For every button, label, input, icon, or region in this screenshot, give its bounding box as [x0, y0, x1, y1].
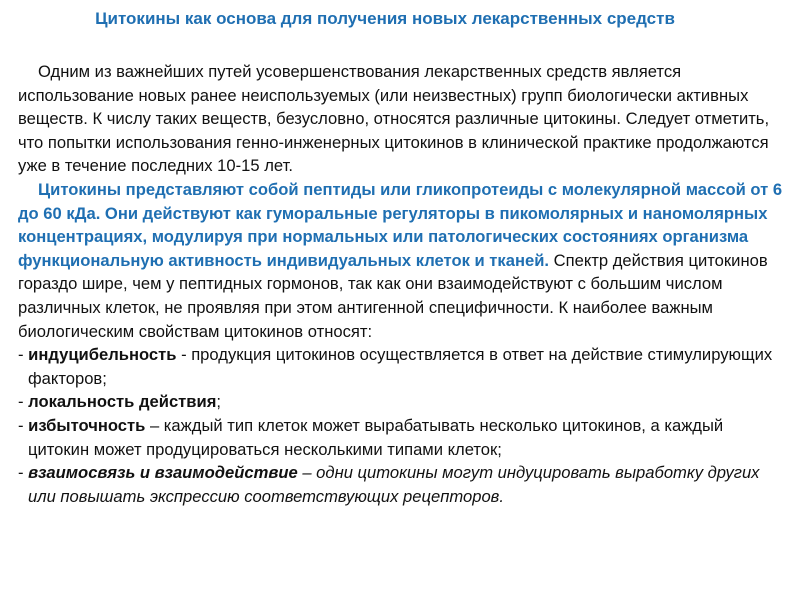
- property-item-interaction: - взаимосвязь и взаимодействие – одни цитокины могут индуцировать выработку других или повышать экспрессию соответствующих рецепторов.: [18, 463, 760, 506]
- definition-rest: Спектр действия цитокинов гораздо шире, чем у пептидных гормонов, так как они взаимодействуют с большим числом различных клеток, не проявляя при этом антигенной специфичности. К наиболее важным биологическим свойствам цитокинов относят:: [18, 250, 768, 341]
- property-item-locality: - локальность действия;: [18, 392, 222, 412]
- definition-paragraph: [18, 178, 788, 343]
- property-term: индуцибельность: [28, 345, 177, 365]
- intro-paragraph-text: Одним из важнейших путей усовершенствования лекарственных средств является использование новых ранее неиспользуемых (или неизвестных) групп биологически активных веществ. К числу таких веществ, безусловно, относятся различные цитокины. Следует отметить, что попытки использования генно-инженерных цитокинов в клинической практике продолжаются уже в течение последних 10-15 лет.: [18, 62, 770, 176]
- definition-highlight: Цитокины представляют собой пептиды или гликопротеиды с молекулярной массой от 6 до 60 кДа. Они действуют как гуморальные регуляторы в пикомолярных и наномолярных концентрациях, модулируя при нормальных или патологических состояниях организма функциональную активность индивидуальных клеток и тканей.: [18, 179, 783, 270]
- slide-body: [18, 60, 788, 508]
- intro-paragraph: [18, 60, 788, 178]
- property-desc: ;: [216, 392, 222, 412]
- property-item-redundancy: - избыточность – каждый тип клеток может вырабатывать несколько цитокинов, а каждый цитокин может продуцироваться несколькими типами клеток;: [18, 415, 724, 459]
- property-desc: – одни цитокины могут индуцировать выработку других или повышать экспрессию соответствующих рецепторов.: [28, 463, 760, 506]
- slide-title: Цитокины как основа для получения новых лекарственных средств: [95, 9, 675, 28]
- property-item-inducibility: - индуцибельность - продукция цитокинов осуществляется в ответ на действие стимулирующих факторов;: [18, 345, 773, 388]
- property-term: локальность действия: [28, 392, 217, 412]
- property-desc: – каждый тип клеток может вырабатывать несколько цитокинов, а каждый цитокин может продуцироваться несколькими типами клеток;: [28, 415, 724, 459]
- property-desc: - продукция цитокинов осуществляется в ответ на действие стимулирующих факторов;: [28, 345, 773, 388]
- property-term: избыточность: [28, 415, 146, 435]
- property-term: взаимосвязь и взаимодействие: [28, 463, 298, 483]
